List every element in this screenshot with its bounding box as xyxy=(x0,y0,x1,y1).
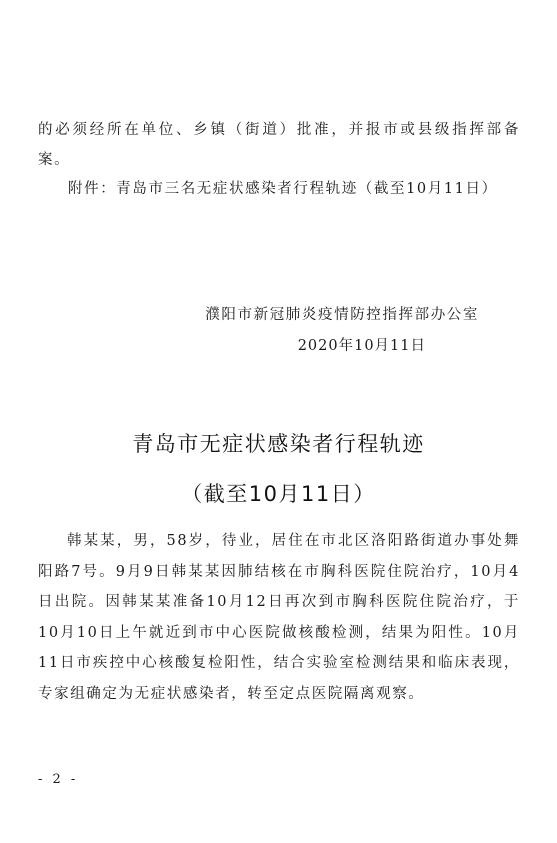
intro-paragraph: 的必须经所在单位、乡镇（街道）批准，并报市或县级指挥部备案。 xyxy=(38,122,520,168)
page-number: - 2 - xyxy=(38,772,79,787)
document-title: 青岛市无症状感染者行程轨迹 xyxy=(132,432,425,456)
signature-organization: 濮阳市新冠肺炎疫情防控指挥部办公室 xyxy=(205,307,479,323)
body-paragraph: 韩某某，男，58岁，待业，居住在市北区洛阳路街道办事处舞阳路7号。9月9日韩某某因肺结核在市胸科医院住院治疗，10月4日出院。因韩某某准备10月12日再次到市胸科医院住院治疗，于10月10日上午就近到市中心医院做核酸检测，结果为阳性。10月11日市疾控中心核酸复检阳性，结合实验室检测结果和临床表现，专家组确定为无症状感染者，转至定点医院隔离观察。 xyxy=(38,533,520,702)
signature-date: 2020年10月11日 xyxy=(297,338,426,354)
document-subtitle: （截至10月11日） xyxy=(181,482,376,506)
attachment-line: 附件：青岛市三名无症状感染者行程轨迹（截至10月11日） xyxy=(68,181,498,197)
